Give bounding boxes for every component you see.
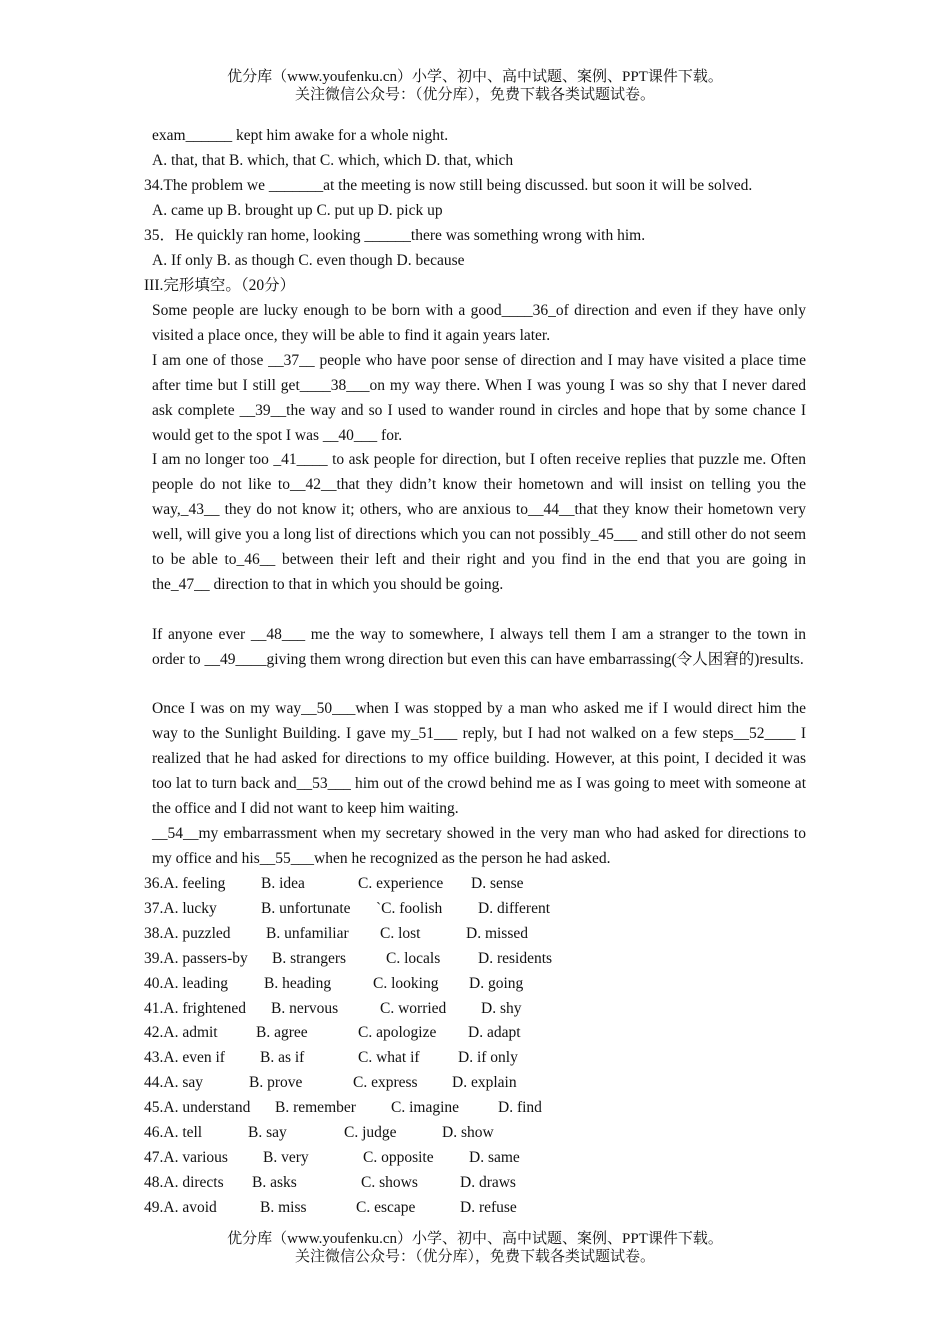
passage-paragraph-5: Once I was on my way__50___when I was stopped by a man who asked me if I would direct him the way to the Sunlight Building. I gave my_51___ reply, but I had not walked on a few steps__52____ I realized that he had asked for directions to my office building. However, at this point, I decided it was too lat to turn back and__53___ him out of the crowd behind me as I was going to meet with someone at the office and I did not want to keep him waiting.	[152, 700, 806, 817]
option-d: D. different	[478, 899, 551, 917]
option-a: 47.A. various	[144, 1148, 228, 1166]
option-b: B. agree	[256, 1024, 308, 1042]
option-c: C. apologize	[358, 1024, 437, 1042]
section-title: III.完形填空。（20分）	[144, 277, 296, 294]
option-a: 41.A. frightened	[144, 999, 247, 1017]
option-a: 43.A. even if	[144, 1049, 225, 1067]
question-line: exam______ kept him awake for a whole night.	[152, 127, 449, 144]
option-a: 38.A. puzzled	[144, 924, 231, 942]
option-d: D. residents	[478, 949, 553, 967]
question-35-options: A. If only B. as though C. even though D. because	[152, 252, 465, 269]
option-b: B. heading	[264, 974, 332, 992]
option-d: D. draws	[460, 1173, 516, 1191]
option-a: 40.A. leading	[144, 974, 228, 992]
option-b: B. as if	[260, 1049, 305, 1067]
option-c: C. locals	[386, 949, 441, 967]
option-a: 36.A. feeling	[144, 875, 226, 892]
option-d: D. sense	[471, 875, 524, 892]
option-c: `C. foolish	[376, 899, 443, 917]
option-b: B. prove	[249, 1074, 303, 1092]
option-d: D. explain	[452, 1074, 517, 1092]
option-c: C. shows	[361, 1173, 418, 1191]
option-c: C. opposite	[363, 1148, 434, 1166]
option-d: D. shy	[481, 999, 522, 1017]
option-c: C. escape	[356, 1198, 416, 1216]
option-d: D. missed	[466, 924, 528, 942]
option-a: 42.A. admit	[144, 1024, 218, 1042]
option-b: B. unfortunate	[261, 899, 351, 917]
option-b: B. miss	[260, 1198, 307, 1216]
passage-paragraph-6: __54__my embarrassment when my secretary showed in the very man who had asked for directions to my office and his__55___when he recognized as the person he had asked.	[152, 825, 806, 867]
option-a: 44.A. say	[144, 1074, 203, 1092]
option-d: D. going	[469, 974, 524, 992]
header-line-2: 关注微信公众号：（优分库），免费下载各类试题试卷。	[294, 87, 655, 103]
option-c: C. express	[353, 1074, 418, 1092]
option-b: B. say	[248, 1124, 287, 1141]
option-c: C. lost	[380, 924, 421, 942]
option-c: C. what if	[358, 1049, 420, 1067]
footer-line-2: 关注微信公众号：（优分库），免费下载各类试题试卷。	[294, 1249, 655, 1265]
option-a: 49.A. avoid	[144, 1198, 217, 1216]
passage-paragraph-1: Some people are lucky enough to be born with a good____36_of direction and even if they have only visited a place once, they will be able to find it again years later.	[152, 302, 806, 344]
option-c: C. worried	[380, 999, 447, 1017]
page-header	[0, 68, 950, 104]
page-footer	[0, 1230, 950, 1266]
option-d: D. show	[442, 1124, 494, 1141]
option-b: B. strangers	[272, 949, 347, 967]
footer-line-1: 优分库（www.youfenku.cn）小学、初中、高中试题、案例、PPT课件下载。	[227, 1231, 723, 1247]
question-34: 34.The problem we _______at the meeting is now still being discussed. but soon it will be solved.	[144, 177, 753, 194]
option-b: B. unfamiliar	[266, 924, 349, 942]
passage-paragraph-2: I am one of those __37__ people who have poor sense of direction and I may have visited a place time after time but I still get____38___on my way there. When I was young I was so shy that I never dared ask complete __39__the way and so I used to wander round in circles and hope that by some chance I would get to the spot I was __40___ for.	[152, 352, 806, 444]
option-c: C. judge	[344, 1124, 397, 1141]
option-b: B. asks	[252, 1173, 297, 1191]
passage-paragraph-4: If anyone ever __48___ me the way to somewhere, I always tell them I am a stranger to the town in order to __49____giving them wrong direction but even this can have embarrassing(令人困窘的)results.	[152, 626, 806, 668]
option-b: B. nervous	[271, 999, 339, 1017]
option-c: C. looking	[373, 974, 439, 992]
option-d: D. find	[498, 1099, 542, 1117]
option-d: D. refuse	[460, 1198, 517, 1216]
option-d: D. if only	[458, 1049, 518, 1067]
option-c: C. imagine	[391, 1099, 460, 1117]
option-c: C. experience	[358, 875, 444, 892]
option-b: B. remember	[275, 1099, 356, 1117]
question-options: A. that, that B. which, that C. which, which D. that, which	[152, 152, 514, 169]
question-35: 35．He quickly ran home, looking ______there was something wrong with him.	[144, 227, 646, 244]
option-b: B. very	[263, 1148, 309, 1166]
question-34-options: A. came up B. brought up C. put up D. pick up	[152, 202, 443, 219]
option-a: 39.A. passers-by	[144, 949, 248, 967]
option-a: 45.A. understand	[144, 1099, 251, 1117]
option-a: 46.A. tell	[144, 1124, 203, 1141]
option-a: 37.A. lucky	[144, 899, 217, 917]
option-d: D. same	[469, 1148, 520, 1166]
header-line-1: 优分库（www.youfenku.cn）小学、初中、高中试题、案例、PPT课件下载。	[227, 69, 723, 85]
option-d: D. adapt	[468, 1024, 521, 1042]
option-a: 48.A. directs	[144, 1173, 224, 1191]
passage-paragraph-3: I am no longer too _41____ to ask people for direction, but I often receive replies that puzzle me. Often people do not like to__42__that they didn’t know their hometown and will insist on telling you the way,_43__ they do not know it; others, who are anxious to__44__that they know their hometown very well, will give you a long list of directions which you can not possibly_45___ and still other do not seem to be able to_46__ between their left and their right and you find in the end that you are going in the_47__ direction to that in which you should be going.	[152, 451, 806, 593]
option-b: B. idea	[261, 875, 305, 892]
